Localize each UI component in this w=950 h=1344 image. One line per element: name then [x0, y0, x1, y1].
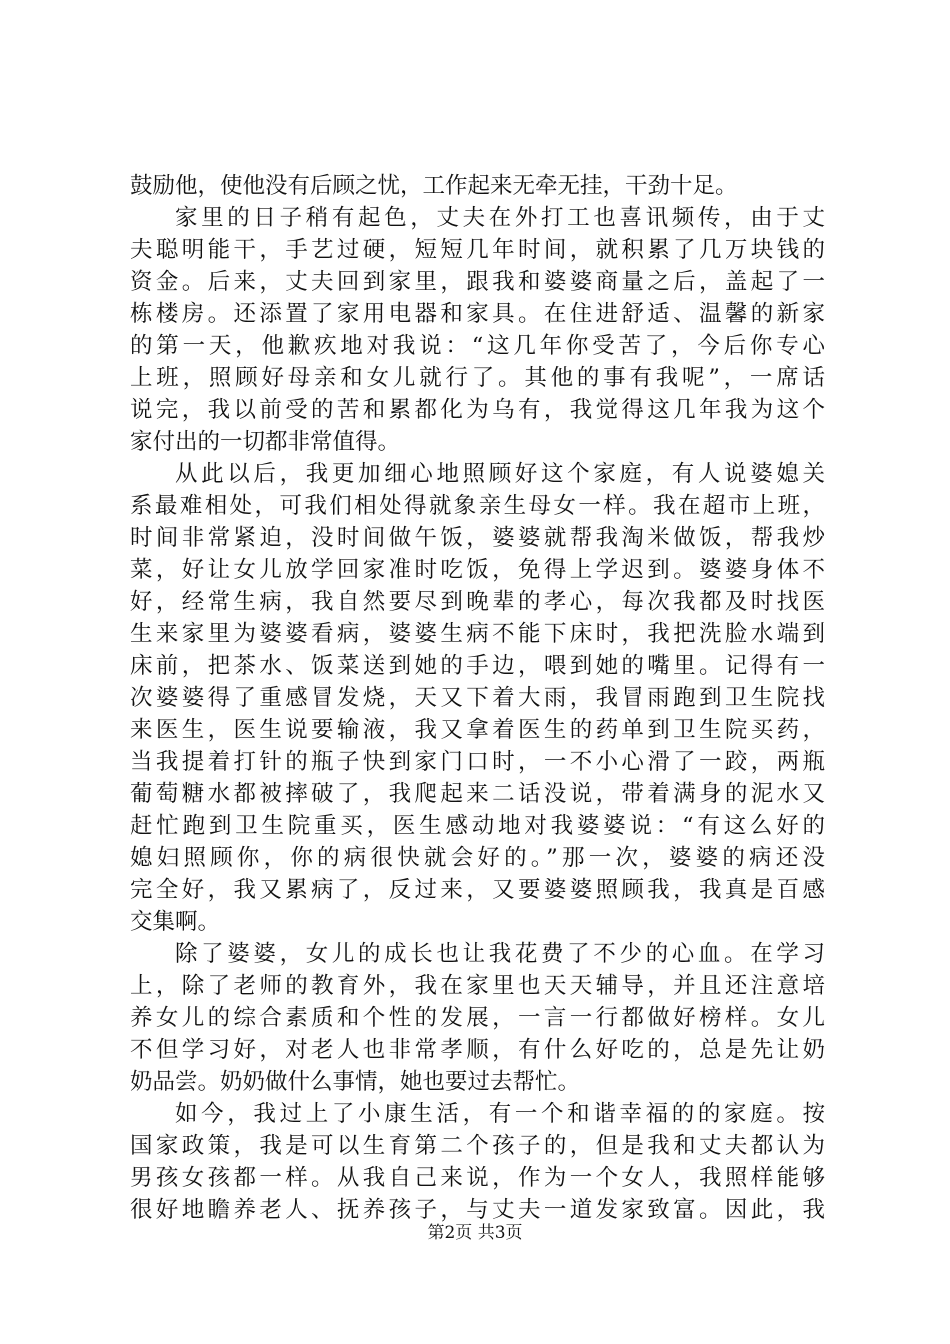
text-line: 好，经常生病，我自然要尽到晚辈的孝心，每次我都及时找医 — [130, 589, 825, 615]
text-line: 如今，我过上了小康生活，有一个和谐幸福的的家庭。按 — [175, 1101, 825, 1127]
text-line: 国家政策，我是可以生育第二个孩子的，但是我和丈夫都认为 — [130, 1133, 825, 1159]
text-line: 完全好，我又累病了，反过来，又要婆婆照顾我，我真是百感 — [130, 877, 825, 903]
text-line: 生来家里为婆婆看病，婆婆生病不能下床时，我把洗脸水端到 — [130, 621, 825, 647]
text-line: 不但学习好，对老人也非常孝顺，有什么好吃的，总是先让奶 — [130, 1037, 825, 1063]
text-line: 来医生，医生说要输液，我又拿着医生的药单到卫生院买药， — [130, 717, 825, 743]
text-line: 上班，照顾好母亲和女儿就行了。其他的事有我呢”，一席话 — [130, 365, 825, 391]
text-line: 除了婆婆，女儿的成长也让我花费了不少的心血。在学习 — [175, 941, 825, 967]
text-line: 次婆婆得了重感冒发烧，天又下着大雨，我冒雨跑到卫生院找 — [130, 685, 825, 711]
text-line: 很好地瞻养老人、抚养孩子，与丈夫一道发家致富。因此，我 — [130, 1197, 825, 1223]
text-line: 当我提着打针的瓶子快到家门口时，一不小心滑了一跤，两瓶 — [130, 749, 825, 775]
text-line: 资金。后来，丈夫回到家里，跟我和婆婆商量之后，盖起了一 — [130, 269, 825, 295]
text-line: 栋楼房。还添置了家用电器和家具。在住进舒适、温馨的新家 — [130, 301, 825, 327]
text-line: 鼓励他，使他没有后顾之忧，工作起来无牵无挂，干劲十足。 — [130, 173, 738, 199]
text-line: 养女儿的综合素质和个性的发展，一言一行都做好榜样。女儿 — [130, 1005, 825, 1031]
text-line: 从此以后，我更加细心地照顾好这个家庭，有人说婆媳关 — [175, 461, 825, 487]
text-line: 床前，把茶水、饭菜送到她的手边，喂到她的嘴里。记得有一 — [130, 653, 825, 679]
text-line: 家里的日子稍有起色，丈夫在外打工也喜讯频传，由于丈 — [175, 205, 825, 231]
text-line: 说完，我以前受的苦和累都化为乌有，我觉得这几年我为这个 — [130, 397, 825, 423]
text-line: 菜，好让女儿放学回家准时吃饭，免得上学迟到。婆婆身体不 — [130, 557, 825, 583]
text-line: 奶品尝。奶奶做什么事情，她也要过去帮忙。 — [130, 1069, 581, 1095]
text-line: 上，除了老师的教育外，我在家里也天天辅导，并且还注意培 — [130, 973, 825, 999]
text-line: 夫聪明能干，手艺过硬，短短几年时间，就积累了几万块钱的 — [130, 237, 825, 263]
text-line: 葡萄糖水都被摔破了，我爬起来二话没说，带着满身的泥水又 — [130, 781, 825, 807]
text-line: 系最难相处，可我们相处得就象亲生母女一样。我在超市上班， — [130, 493, 825, 519]
text-line: 交集啊。 — [130, 909, 221, 935]
text-line: 时间非常紧迫，没时间做午饭，婆婆就帮我淘米做饭，帮我炒 — [130, 525, 825, 551]
page-footer: 第2页 共3页 — [427, 1223, 523, 1243]
document-body — [130, 170, 825, 1226]
text-line: 男孩女孩都一样。从我自己来说，作为一个女人，我照样能够 — [130, 1165, 825, 1191]
text-line: 赶忙跑到卫生院重买，医生感动地对我婆婆说：“有这么好的 — [130, 813, 825, 839]
text-line: 媳妇照顾你，你的病很快就会好的。”那一次，婆婆的病还没 — [130, 845, 825, 871]
text-line: 的第一天，他歉疚地对我说：“这几年你受苦了，今后你专心 — [130, 333, 825, 359]
text-line: 家付出的一切都非常值得。 — [130, 429, 401, 455]
